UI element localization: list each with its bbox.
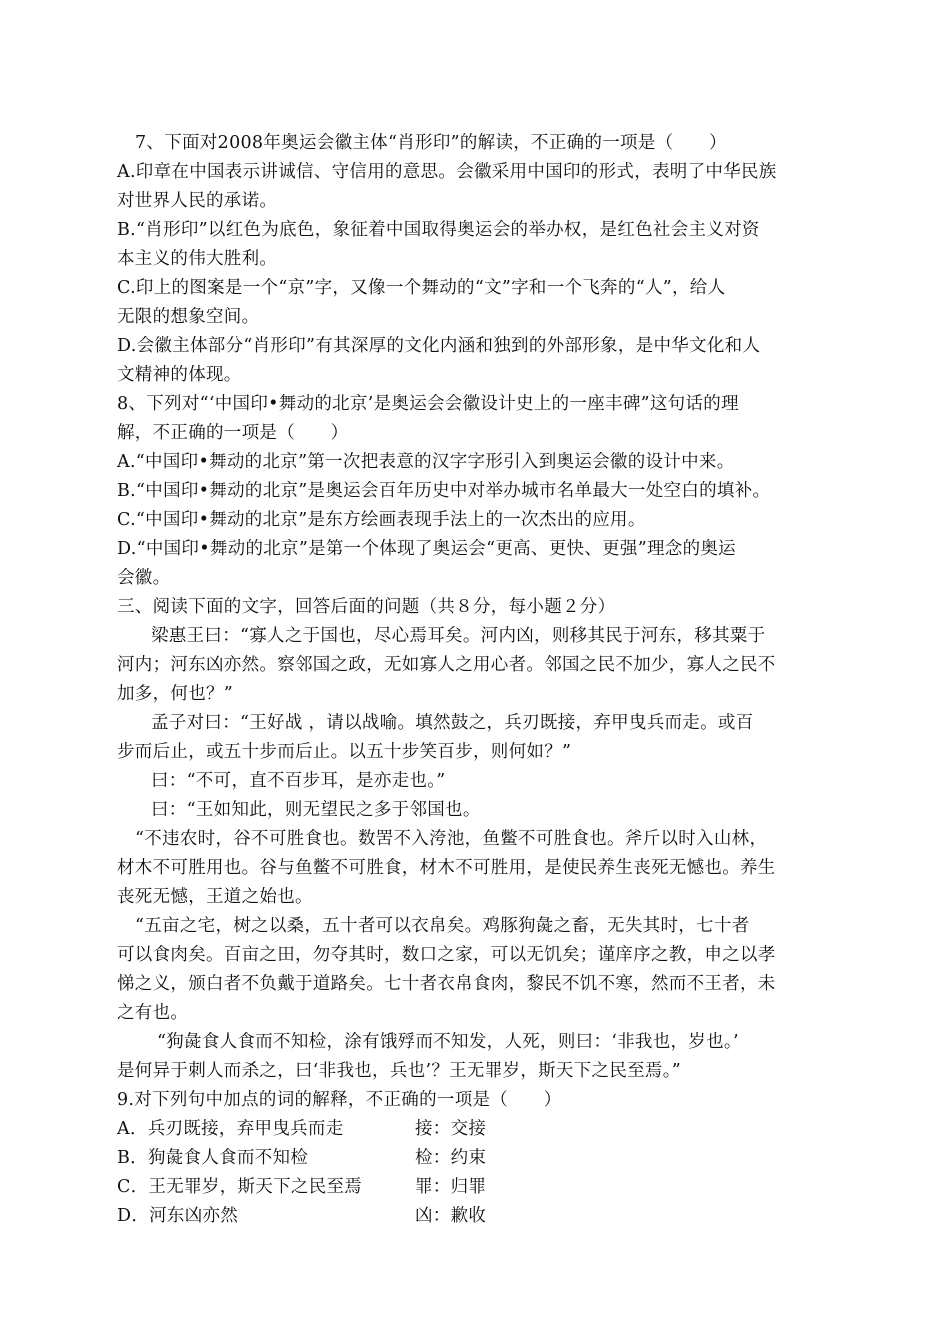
passage-p5-line2: 材木不可胜用也。谷与鱼鳖不可胜食，材木不可胜用，是使民养生丧死无憾也。养生 bbox=[117, 858, 776, 878]
q8-stem-line1: 8、下列对“‘中国印•舞动的北京’是奥运会会徽设计史上的一座丰碑”这句话的理 bbox=[117, 394, 739, 414]
q7-option-d-line1: D.会徽主体部分“肖形印”有其深厚的文化内涵和独到的外部形象，是中华文化和人 bbox=[117, 336, 761, 356]
q9-option-b-gloss: 检：约束 bbox=[415, 1148, 487, 1168]
passage-p6-line4: 之有也。 bbox=[117, 1003, 189, 1023]
section3-heading: 三、阅读下面的文字，回答后面的问题（共８分，每小题２分） bbox=[117, 597, 616, 617]
q9-option-c: C．王无罪岁，斯天下之民至焉 bbox=[117, 1177, 363, 1197]
q7-option-c-line2: 无限的想象空间。 bbox=[117, 307, 260, 327]
passage-p7-line1: “狗彘食人食而不知检，涂有饿殍而不知发，人死，则曰：‘非我也，岁也。’ bbox=[157, 1032, 739, 1052]
passage-p6-line1: “五亩之宅，树之以桑，五十者可以衣帛矣。鸡豚狗彘之畜，无失其时，七十者 bbox=[135, 916, 750, 936]
passage-p2-line2: 步而后止，或五十步而后止。以五十步笑百步，则何如？” bbox=[117, 742, 572, 762]
q9-option-d-gloss: 凶：歉收 bbox=[415, 1206, 487, 1226]
passage-p4: 曰：“王如知此，则无望民之多于邻国也。 bbox=[151, 800, 481, 820]
q8-stem-line2: 解，不正确的一项是（ ） bbox=[117, 423, 349, 443]
q7-option-c-line1: C.印上的图案是一个“京”字，又像一个舞动的“文”字和一个飞奔的“人”，给人 bbox=[117, 278, 726, 298]
q8-option-b: B.“中国印•舞动的北京”是奥运会百年历史中对举办城市名单最大一处空白的填补。 bbox=[117, 481, 771, 501]
q7-option-b-line2: 本主义的伟大胜利。 bbox=[117, 249, 278, 269]
passage-p6-line2: 可以食肉矣。百亩之田，勿夺其时，数口之家，可以无饥矣；谨庠序之教，申之以孝 bbox=[117, 945, 776, 965]
q8-option-d-line1: D.“中国印•舞动的北京”是第一个体现了奥运会“更高、更快、更强”理念的奥运 bbox=[117, 539, 736, 559]
q7-option-a-line2: 对世界人民的承诺。 bbox=[117, 191, 278, 211]
q9-option-a: A．兵刃既接，弃甲曳兵而走 bbox=[117, 1119, 344, 1139]
q9-option-d: D．河东凶亦然 bbox=[117, 1206, 239, 1226]
q8-option-d-line2: 会徽。 bbox=[117, 568, 171, 588]
passage-p5-line3: 丧死无憾，王道之始也。 bbox=[117, 887, 313, 907]
passage-p1-line2: 河内；河东凶亦然。察邻国之政，无如寡人之用心者。邻国之民不加少，寡人之民不 bbox=[117, 655, 776, 675]
q7-option-a-line1: A.印章在中国表示讲诚信、守信用的意思。会徽采用中国印的形式，表明了中华民族 bbox=[117, 162, 777, 182]
q8-option-c: C.“中国印•舞动的北京”是东方绘画表现手法上的一次杰出的应用。 bbox=[117, 510, 646, 530]
passage-p6-line3: 悌之义，颁白者不负戴于道路矣。七十者衣帛食肉，黎民不饥不寒，然而不王者，未 bbox=[117, 974, 776, 994]
q9-option-a-gloss: 接：交接 bbox=[415, 1119, 487, 1139]
passage-p3: 曰：“不可，直不百步耳，是亦走也。” bbox=[151, 771, 446, 791]
passage-p1-line1: 梁惠王曰：“寡人之于国也，尽心焉耳矣。河内凶，则移其民于河东，移其粟于 bbox=[151, 626, 766, 646]
q7-option-b-line1: B.“肖形印”以红色为底色，象征着中国取得奥运会的举办权，是红色社会主义对资 bbox=[117, 220, 760, 240]
passage-p7-line2: 是何异于刺人而杀之，曰‘非我也，兵也’？王无罪岁，斯天下之民至焉。” bbox=[117, 1061, 682, 1081]
passage-p1-line3: 加多，何也？” bbox=[117, 684, 234, 704]
q8-option-a: A.“中国印•舞动的北京”第一次把表意的汉字字形引入到奥运会徽的设计中来。 bbox=[117, 452, 735, 472]
q7-option-d-line2: 文精神的体现。 bbox=[117, 365, 242, 385]
q9-stem: 9.对下列句中加点的词的解释，不正确的一项是（ ） bbox=[117, 1090, 562, 1110]
q7-stem: 7、下面对2008年奥运会徽主体“肖形印”的解读，不正确的一项是（ ） bbox=[135, 133, 727, 153]
q9-option-c-gloss: 罪：归罪 bbox=[415, 1177, 487, 1197]
passage-p2-line1: 孟子对曰：“王好战 ，请以战喻。填然鼓之，兵刃既接，弃甲曳兵而走。或百 bbox=[151, 713, 754, 733]
passage-p5-line1: “不违农时，谷不可胜食也。数罟不入洿池，鱼鳖不可胜食也。斧斤以时入山林， bbox=[135, 829, 768, 849]
q9-option-b: B．狗彘食人食而不知检 bbox=[117, 1148, 309, 1168]
